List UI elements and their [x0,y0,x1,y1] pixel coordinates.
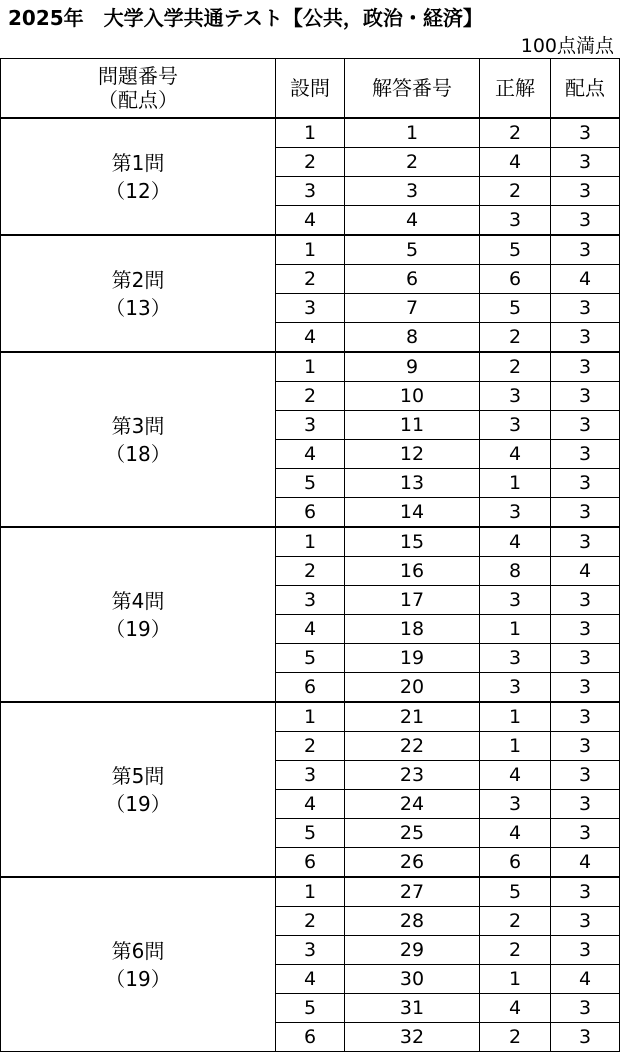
question-group-points: （19） [105,616,171,641]
question-group-points: （19） [105,966,171,991]
question-group-points: （18） [105,441,171,466]
correct-answer-cell: 3 [480,498,551,528]
answer-number-cell: 3 [345,177,480,206]
correct-answer-cell: 3 [480,673,551,703]
question-group-cell [1,877,276,1052]
sub-question-cell: 2 [276,907,345,936]
question-group-label: 第6問 [111,938,165,963]
sub-question-cell: 1 [276,118,345,148]
header-question-number-label: 問題番号 [98,64,178,88]
answer-number-cell: 6 [345,265,480,294]
question-group-label: 第1問 [111,150,165,175]
points-cell: 3 [551,994,620,1023]
table-header [1,59,620,119]
correct-answer-cell: 2 [480,352,551,382]
question-group-cell [1,527,276,702]
sub-question-cell: 1 [276,527,345,557]
correct-answer-cell: 3 [480,644,551,673]
correct-answer-cell: 5 [480,877,551,907]
sub-question-cell: 3 [276,761,345,790]
correct-answer-cell: 3 [480,206,551,236]
answer-number-cell: 4 [345,206,480,236]
sub-question-cell: 6 [276,1023,345,1052]
points-cell: 3 [551,323,620,353]
table-row [1,702,620,732]
correct-answer-cell: 4 [480,994,551,1023]
answer-number-cell: 9 [345,352,480,382]
correct-answer-cell: 1 [480,702,551,732]
points-cell: 3 [551,118,620,148]
correct-answer-cell: 3 [480,382,551,411]
sub-question-cell: 3 [276,936,345,965]
answer-number-cell: 1 [345,118,480,148]
sub-question-cell: 3 [276,294,345,323]
points-cell: 3 [551,411,620,440]
points-cell: 3 [551,294,620,323]
sub-question-cell: 1 [276,877,345,907]
correct-answer-cell: 2 [480,936,551,965]
answer-number-cell: 28 [345,907,480,936]
correct-answer-cell: 2 [480,118,551,148]
sub-question-cell: 1 [276,702,345,732]
points-cell: 4 [551,557,620,586]
points-cell: 4 [551,265,620,294]
points-cell: 3 [551,819,620,848]
correct-answer-cell: 1 [480,469,551,498]
answer-number-cell: 30 [345,965,480,994]
table-row [1,352,620,382]
correct-answer-cell: 4 [480,819,551,848]
correct-answer-cell: 3 [480,586,551,615]
correct-answer-cell: 6 [480,265,551,294]
header-question-points-label: （配点） [98,88,178,112]
question-group-points: （12） [105,178,171,203]
answer-number-cell: 15 [345,527,480,557]
points-cell: 3 [551,469,620,498]
answer-number-cell: 14 [345,498,480,528]
points-cell: 3 [551,790,620,819]
points-cell: 3 [551,235,620,265]
points-cell: 3 [551,440,620,469]
points-cell: 3 [551,527,620,557]
sub-question-cell: 1 [276,235,345,265]
correct-answer-cell: 2 [480,177,551,206]
correct-answer-cell: 2 [480,1023,551,1052]
points-cell: 3 [551,177,620,206]
table-row [1,877,620,907]
correct-answer-cell: 4 [480,761,551,790]
points-cell: 3 [551,702,620,732]
sub-question-cell: 5 [276,994,345,1023]
question-group-cell [1,118,276,235]
sub-question-cell: 2 [276,557,345,586]
sub-question-cell: 6 [276,498,345,528]
points-cell: 3 [551,498,620,528]
sub-question-cell: 4 [276,440,345,469]
answer-number-cell: 23 [345,761,480,790]
table-body [1,118,620,1052]
sub-question-cell: 3 [276,586,345,615]
question-group-label: 第3問 [111,413,165,438]
correct-answer-cell: 4 [480,527,551,557]
question-group-points: （13） [105,295,171,320]
points-cell: 3 [551,352,620,382]
sub-question-cell: 5 [276,819,345,848]
answer-number-cell: 31 [345,994,480,1023]
table-row [1,118,620,148]
correct-answer-cell: 2 [480,907,551,936]
answer-number-cell: 12 [345,440,480,469]
sub-question-cell: 4 [276,790,345,819]
answer-number-cell: 22 [345,732,480,761]
sub-question-cell: 3 [276,411,345,440]
correct-answer-cell: 1 [480,965,551,994]
sub-question-cell: 1 [276,352,345,382]
question-group-cell [1,352,276,527]
question-group-cell [1,235,276,352]
correct-answer-cell: 5 [480,235,551,265]
sub-question-cell: 2 [276,265,345,294]
correct-answer-cell: 8 [480,557,551,586]
answer-number-cell: 29 [345,936,480,965]
points-cell: 3 [551,761,620,790]
answer-number-cell: 16 [345,557,480,586]
sub-question-cell: 4 [276,323,345,353]
sub-question-cell: 4 [276,615,345,644]
points-cell: 3 [551,586,620,615]
answer-number-cell: 13 [345,469,480,498]
points-cell: 3 [551,732,620,761]
answer-number-cell: 7 [345,294,480,323]
question-group-label: 第4問 [111,588,165,613]
answer-number-cell: 18 [345,615,480,644]
points-cell: 3 [551,615,620,644]
points-cell: 3 [551,206,620,236]
header-correct: 正解 [480,59,551,119]
correct-answer-cell: 4 [480,440,551,469]
correct-answer-cell: 1 [480,732,551,761]
sub-question-cell: 4 [276,206,345,236]
answer-number-cell: 26 [345,848,480,878]
total-points-label: 100点満点 [520,35,614,57]
question-group-cell [1,702,276,877]
answer-number-cell: 5 [345,235,480,265]
correct-answer-cell: 6 [480,848,551,878]
points-cell: 3 [551,148,620,177]
sub-question-cell: 4 [276,965,345,994]
question-group-label: 第2問 [111,267,165,292]
answer-number-cell: 20 [345,673,480,703]
points-cell: 3 [551,907,620,936]
correct-answer-cell: 2 [480,323,551,353]
header-sub-question: 設問 [276,59,345,119]
header-question-number [1,59,276,119]
sub-question-cell: 6 [276,673,345,703]
answer-number-cell: 25 [345,819,480,848]
points-cell: 3 [551,1023,620,1052]
points-cell: 3 [551,644,620,673]
table-row [1,527,620,557]
points-cell: 3 [551,673,620,703]
answer-number-cell: 17 [345,586,480,615]
answer-number-cell: 2 [345,148,480,177]
answer-number-cell: 21 [345,702,480,732]
sub-question-cell: 2 [276,382,345,411]
points-cell: 3 [551,382,620,411]
sub-question-cell: 6 [276,848,345,878]
points-cell: 4 [551,965,620,994]
correct-answer-cell: 3 [480,411,551,440]
points-cell: 3 [551,877,620,907]
sub-question-cell: 3 [276,177,345,206]
points-cell: 3 [551,936,620,965]
sub-question-cell: 5 [276,644,345,673]
answer-number-cell: 8 [345,323,480,353]
correct-answer-cell: 3 [480,790,551,819]
answer-number-cell: 10 [345,382,480,411]
header-points: 配点 [551,59,620,119]
answer-table [0,58,620,1052]
table-row [1,235,620,265]
answer-number-cell: 19 [345,644,480,673]
correct-answer-cell: 5 [480,294,551,323]
sub-question-cell: 2 [276,732,345,761]
header-answer-number: 解答番号 [345,59,480,119]
answer-number-cell: 27 [345,877,480,907]
sub-question-cell: 2 [276,148,345,177]
answer-number-cell: 32 [345,1023,480,1052]
answer-number-cell: 11 [345,411,480,440]
page-title: 2025年 大学入学共通テスト【公共，政治・経済】 [8,6,483,30]
correct-answer-cell: 4 [480,148,551,177]
sub-question-cell: 5 [276,469,345,498]
correct-answer-cell: 1 [480,615,551,644]
question-group-points: （19） [105,791,171,816]
answer-number-cell: 24 [345,790,480,819]
header-row [1,59,620,119]
question-group-label: 第5問 [111,763,165,788]
points-cell: 4 [551,848,620,878]
